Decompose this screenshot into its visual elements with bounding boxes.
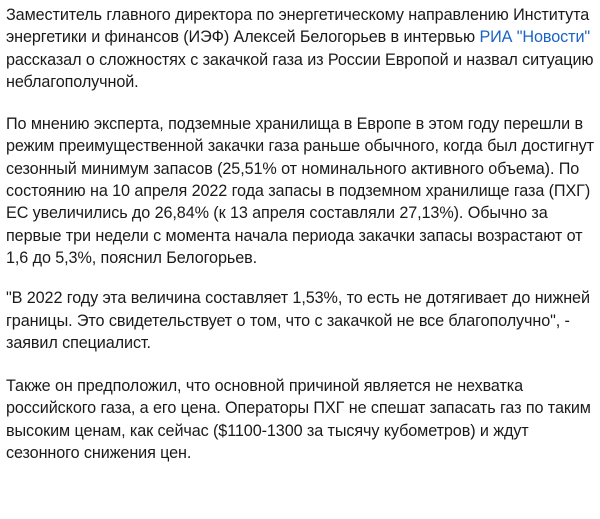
paragraph-price-reason: Также он предположил, что основной причиной является не нехватка российского газа, а его цена. Операторы ПХГ не спешат запасать газ по таким высоким ценам, как сейчас ($1100-1300 за тысячу кубометров) и ждут сезонного снижения цен. <box>6 377 591 463</box>
paragraph-quote: "В 2022 году эта величина составляет 1,53%, то есть не дотягивает до нижней границы. Это свидетельствует о том, что с закачкой не все благополучно", - заявил специалист. <box>6 289 590 352</box>
paragraph-intro <box>6 4 596 93</box>
paragraph-intro-text-before: Заместитель главного директора по энергетическому направлению Института энергетики и финансов (ИЭФ) Алексей Белогорьев в интервью <box>6 6 590 47</box>
paragraph-intro-text-after: рассказал о сложностях с закачкой газа из России Европой и назвал ситуацию неблагополучной. <box>6 50 594 91</box>
paragraph-expert-opinion: По мнению эксперта, подземные хранилища в Европе в этом году перешли в режим преимущественной закачки газа раньше обычного, когда был достигнут сезонный минимум запасов (25,51% от номинального активного объема). По состоянию на 10 апреля 2022 года запасы в подземном хранилище газа (ПХГ) ЕС увеличились до 26,84% (к 13 апреля составляли 27,13%). Обычно за первые три недели с момента начала периода закачки запасы возрастают от 1,6 до 5,3%, пояснил Белогорьев. <box>6 115 594 267</box>
article-body <box>6 4 596 484</box>
ria-novosti-link[interactable]: РИА "Новости" <box>479 28 591 47</box>
